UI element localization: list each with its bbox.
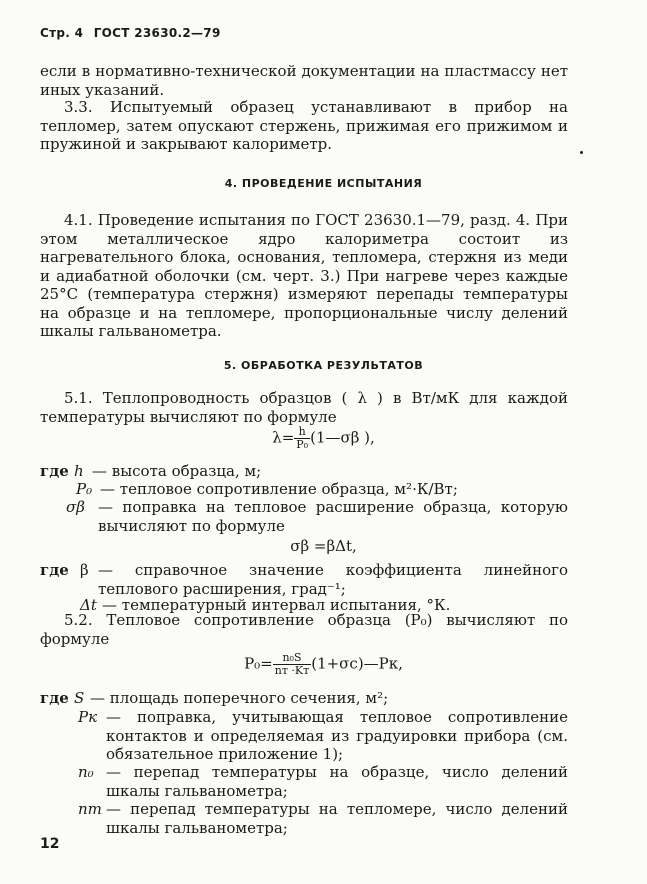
- def-term: n₀: [78, 763, 94, 781]
- formula3-fraction: [273, 652, 311, 677]
- def-term: P₀: [76, 480, 93, 498]
- def-row: [40, 763, 568, 801]
- def-text: — тепловое сопротивление образца, м²·К/Вт;: [100, 480, 458, 498]
- def-text: — температурный интервал испытания, °К.: [102, 596, 451, 614]
- def-text: — поправка, учитывающая тепловое сопротивление контактов и определяемая из градуировки прибора (см. обязательное приложение 1);: [106, 708, 568, 763]
- formula-p0: [0, 652, 647, 677]
- def-row: [40, 480, 568, 499]
- formula3-den: nт ·Kт: [274, 664, 310, 677]
- speck: [580, 151, 583, 154]
- formula-sigma: σβ =βΔt,: [290, 537, 357, 555]
- formula1-den: P₀: [296, 438, 309, 451]
- formula3-lhs: P₀=: [244, 654, 273, 673]
- header-standard: ГОСТ 23630.2—79: [93, 26, 221, 40]
- where-word: где: [40, 561, 69, 579]
- formula1-lhs: λ=: [272, 428, 295, 447]
- def-term: nт: [78, 800, 102, 818]
- paragraph-4-1: 4.1. Проведение испытания по ГОСТ 23630.1—79, разд. 4. При этом металлическое ядро калориметра состоит из нагревательного блока, основания, тепломера, стержня из меди и адиабатной оболочки (см. черт. 3.) При нагреве через каждые 25°С (температура стержня) измеряют перепады температуры на образце и на тепломере, пропорциональные числу делений шкалы гальванометра.: [40, 211, 568, 340]
- def-text: — поправка на тепловое расширение образца, которую вычисляют по формуле: [98, 498, 568, 535]
- def-text: — перепад температуры на образце, число делений шкалы гальванометра;: [106, 763, 568, 800]
- page-number: 12: [40, 836, 60, 852]
- paragraph-5-1: 5.1. Теплопроводность образцов ( λ ) в Вт/мК для каждой температуры вычисляют по формуле: [40, 389, 568, 426]
- def-term: h: [74, 462, 84, 480]
- intro-paragraph: если в нормативно-технической документации на пластмассу нет иных указаний.: [40, 62, 568, 99]
- def-term: Pк: [78, 708, 98, 726]
- formula1-rest: (1—σβ ),: [310, 428, 375, 447]
- formula3-rest: (1+σc)—Pк,: [311, 654, 403, 673]
- def-text: — высота образца, м;: [92, 462, 262, 480]
- def-row: [40, 800, 568, 838]
- where-word: где: [40, 689, 69, 707]
- formula-lambda: [0, 426, 647, 451]
- formula3-num: n₀S: [273, 652, 311, 665]
- def-row: [40, 689, 568, 708]
- formula1-fraction: [294, 426, 310, 451]
- section-4-heading: 4. ПРОВЕДЕНИЕ ИСПЫТАНИЯ: [224, 177, 423, 190]
- def-term: β: [80, 561, 89, 579]
- def-row: [40, 561, 568, 599]
- section-5-heading: 5. ОБРАБОТКА РЕЗУЛЬТАТОВ: [223, 359, 424, 372]
- where-word: где: [40, 462, 69, 480]
- def-row: [40, 708, 568, 765]
- def-text: — площадь поперечного сечения, м²;: [90, 689, 389, 707]
- def-row: [40, 462, 568, 481]
- def-term: Δt: [80, 596, 97, 614]
- def-text: — справочное значение коэффициента линейного теплового расширения, град⁻¹;: [98, 561, 568, 598]
- def-text: — перепад температуры на тепломере, число делений шкалы гальванометра;: [106, 800, 568, 837]
- paragraph-5-2: 5.2. Тепловое сопротивление образца (P₀) вычисляют по формуле: [40, 611, 568, 648]
- def-row: [40, 498, 568, 536]
- running-header: [40, 26, 227, 40]
- header-page: Стр. 4: [40, 26, 84, 40]
- def-term: σβ: [66, 498, 85, 516]
- def-term: S: [74, 689, 85, 707]
- paragraph-3-3: 3.3. Испытуемый образец устанавливают в прибор на тепломер, затем опускают стержень, прижимая его прижимом и пружиной и закрывают калориметр.: [40, 98, 568, 153]
- formula1-num: h: [294, 426, 310, 439]
